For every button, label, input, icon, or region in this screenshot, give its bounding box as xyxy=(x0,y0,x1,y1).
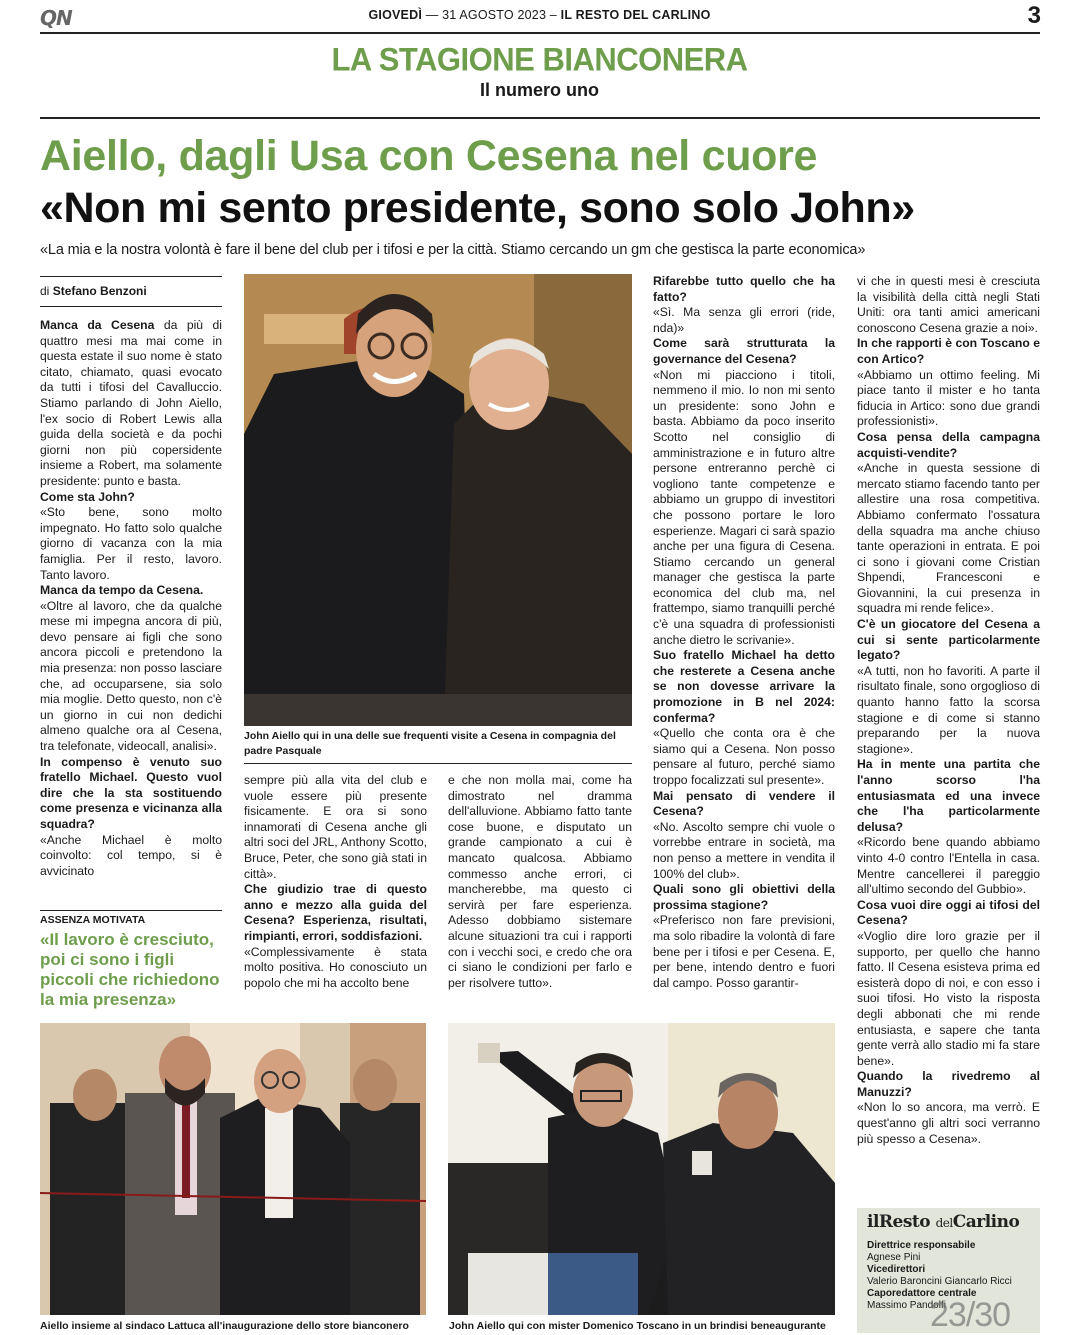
pullquote-rule xyxy=(40,910,222,911)
main-photo-caption: John Aiello qui in una delle sue frequenti visite a Cesena in compagnia del padre Pasquale xyxy=(244,730,616,757)
bottom-right-photo xyxy=(448,1023,835,1315)
question: Manca da tempo da Cesena. xyxy=(40,583,204,598)
byline-prefix: di xyxy=(40,284,50,298)
question: Cosa vuoi dire oggi ai tifosi del Cesena? xyxy=(857,897,1040,928)
dateline xyxy=(0,8,1079,22)
answer: «Sto bene, sono molto impegnato. Ho fatto solo qualche giorno di vacanza con la mia famiglia. Per il resto, lavoro. Tanto lavoro. xyxy=(40,505,222,582)
section-title: LA STAGIONE BIANCONERA xyxy=(331,41,748,78)
bottom-right-caption: John Aiello qui con mister Domenico Toscano in un brindisi beneaugurante xyxy=(449,1320,826,1332)
bottom-left-photo xyxy=(40,1023,426,1315)
masthead-role: Vicedirettori xyxy=(867,1264,926,1275)
page-number: 3 xyxy=(1027,2,1041,29)
question: Suo fratello Michael ha detto che resterete a Cesena anche se non dovesse arrivare la promozione in B nel 2024: conferma? xyxy=(653,648,835,725)
question: In compenso è venuto suo fratello Michael. Questo vuol dire che la sta sostituendo come presenza e vicinanza alla squadra? xyxy=(40,754,222,831)
masthead-role: Direttrice responsabile xyxy=(867,1240,976,1251)
answer: «Oltre al lavoro, che da qualche mese mi impegna ancora di più, devo pensare ai figli che sono ancora piccoli e pretendono la mia presenza: non posso lasciare che, ad occuparsene, sia solo mia moglie. Detto questo, non c'è un giorno in cui non dedichi almeno qualche ora al Cesena, tra telefonate, videocall, analisi». xyxy=(40,598,222,754)
answer: «Ricordo bene quando abbiamo vinto 4-0 contro l'Entella in casa. Mentre cancellerei il pareggio all'ultimo secondo del Gubbio». xyxy=(857,835,1040,897)
question: Quando la rivedremo al Manuzzi? xyxy=(857,1069,1040,1099)
main-photo xyxy=(244,274,632,726)
section-rule xyxy=(40,117,1040,119)
answer: «Sì. Ma senza gli errori (ride, nda)» xyxy=(653,305,835,335)
caption-rule xyxy=(244,763,632,764)
question: Ha in mente una partita che l'anno scorso l'ha entusiasmata ed una invece che l'ha particolarmente delusa? xyxy=(857,757,1040,834)
dateline-dash2: – xyxy=(549,8,557,22)
column-4 xyxy=(653,274,835,991)
photo-toast xyxy=(448,1023,835,1315)
qn-logo: QN xyxy=(40,6,72,30)
masthead-role: Caporedattore centrale xyxy=(867,1288,977,1299)
question: C'è un giocatore del Cesena a cui si sente particolarmente legato? xyxy=(857,617,1040,663)
answer: «Abbiamo un ottimo feeling. Mi piace tanto il mister e ho tanta fiducia in Artico: sono due grandi professionisti». xyxy=(857,367,1040,429)
byline xyxy=(40,284,222,298)
intro-bold: Manca da Cesena xyxy=(40,318,155,332)
answer: «No. Ascolto sempre chi vuole o vorrebbe entrare in società, ma non penso a mettere in vendita il 100% del club». xyxy=(653,819,835,881)
question: Che giudizio trae di questo anno e mezzo alla guida del Cesena? Esperienza, risultati, rimpianti, errori, soddisfazioni. xyxy=(244,882,427,943)
intro-text: da più di quattro mesi ma mai come in questa estate il suo nome è stato citato, chiamato, quasi evocato da tutti i tifosi del Cavalluccio. Stiamo parlando di John Aiello, l'ex socio di Robert Lewis alla guida della società e da pochi giorni non più copersidente insieme a Robert, ma solamente presidente: punto e basta. xyxy=(40,318,222,488)
question: Cosa pensa della campagna acquisti-vendite? xyxy=(857,429,1040,460)
answer: «Non lo so ancora, ma verrò. E quest'anno gli altri soci verranno più spesso a Cesena». xyxy=(857,1100,1040,1146)
masthead-del: del xyxy=(935,1216,953,1230)
column-5 xyxy=(857,274,1040,1147)
masthead-name: Valerio Baroncini Giancarlo Ricci xyxy=(867,1276,1012,1287)
masthead-resto: Resto xyxy=(878,1212,931,1232)
column-2 xyxy=(244,773,427,991)
masthead-name: Massimo Pandolfi xyxy=(867,1300,946,1311)
dateline-paper: IL RESTO DEL CARLINO xyxy=(560,8,711,22)
question: Quali sono gli obiettivi della prossima stagione? xyxy=(653,882,835,912)
byline-rule-top xyxy=(40,276,222,277)
answer: e che non molla mai, come ha dimostrato nel dramma dell'alluvione. Abbiamo fatto tante cose buone, e disputato un grande campionato a cui è mancato qualcosa. Abbiamo commesso anche errori, ci mancherebbe, ma questo ci servirà per fare esperienza. Adesso dobbiamo sistemare alcune situazioni tra cui i rapporti con i vecchi soci, e credo che ora ci siano le condizioni per farlo e per risolvere tutto». xyxy=(448,773,632,990)
masthead-logo xyxy=(857,1208,1040,1232)
photo-ribbon-cutting xyxy=(40,1023,426,1315)
dateline-dash: — xyxy=(425,8,439,22)
section-subtitle: Il numero uno xyxy=(480,80,599,100)
pullquote-label: ASSENZA MOTIVATA xyxy=(40,914,146,926)
question: Mai pensato di vendere il Cesena? xyxy=(653,788,835,819)
dateline-day: GIOVEDÌ xyxy=(368,8,422,22)
lead-paragraph: «La mia e la nostra volontà è fare il bene del club per i tifosi e per la città. Stiamo cercando un gm che gestisca la parte economica» xyxy=(40,242,866,258)
byline-rule-bottom xyxy=(40,306,222,307)
answer: «Preferisco non fare previsioni, ma solo ribadire la volontà di fare bene per i tifosi e per Cesena. E, per bene, intendo dentro e fuori dal campo. Posso garantir- xyxy=(653,913,835,990)
answer: «Non mi piacciono i titoli, nemmeno il mio. Io non mi sento un presidente: sono John e basta. Abbiamo da poco inserito Scotto nel consiglio di amministrazione e in futuro altre persone entreranno perchè ci vogliono tante competenze e abbiamo un gruppo di investitori che possono portare le loro esperienze. Magari ci sarà spazio anche per una figura di Cesena. Stiamo cercando un general manager che gestisca la parte economica del club ma, nel frattempo, siamo tranquilli perché c'è una squadra di professionisti anche dietro le scrivanie». xyxy=(653,367,835,647)
answer: «Anche Michael è molto coinvolto: col tempo, si è avvicinato xyxy=(40,832,222,878)
dateline-date: 31 AGOSTO 2023 xyxy=(442,8,547,22)
headline-main: «Non mi sento presidente, sono solo John» xyxy=(40,184,915,232)
headline-green: Aiello, dagli Usa con Cesena nel cuore xyxy=(40,132,818,180)
pullquote: «Il lavoro è cresciuto, poi ci sono i figli piccoli che richiedono la mia presenza» xyxy=(40,930,220,1009)
question: Come sarà strutturata la governance del Cesena? xyxy=(653,336,835,366)
answer: vi che in questi mesi è cresciuta la visibilità della città negli Stati Uniti: ora tanti amici americani conoscono Cesena grazie a noi». xyxy=(857,274,1040,335)
masthead-il: il xyxy=(867,1212,879,1232)
photo-aiello-father xyxy=(244,274,632,726)
bottom-left-caption: Aiello insieme al sindaco Lattuca all'inaugurazione dello store bianconero xyxy=(40,1320,409,1332)
answer: «Anche in questa sessione di mercato stiamo facendo tanto per allestire una rosa competitiva. Abbiamo confermato l'ossatura della squadra ma anche chiuso tante operazioni in entrata. E poi ci sono i giovani come Cristian Shpendi, Francesconi e Giovannini, la cui presenza in squadra mi rende felice». xyxy=(857,461,1040,616)
masthead-carlino: Carlino xyxy=(952,1212,1020,1232)
answer: «Quello che conta ora è che siamo qui a Cesena. Non posso pensare al futuro, perché siamo troppo focalizzati sul presente». xyxy=(653,726,835,787)
page-counter: 23/30 xyxy=(930,1296,1011,1334)
column-3 xyxy=(448,773,632,991)
question: Come sta John? xyxy=(40,489,135,504)
answer: sempre più alla vita del club e vuole essere più presente fisicamente. E ora si sono innamorati di Cesena anche gli altri soci del JRL, Anthony Scotto, Bruce, Peter, che sono già stati in città». xyxy=(244,773,427,881)
column-1 xyxy=(40,318,222,879)
byline-author: Stefano Benzoni xyxy=(52,284,147,298)
answer: «A tutti, non ho favoriti. A parte il risultato finale, sono orgoglioso di quanto hanno fatto la scorsa stagione e di come si stanno preparando per la nuova stagione». xyxy=(857,663,1040,756)
answer: «Complessivamente è stata molto positiva. Ho conosciuto un popolo che mi ha accolto bene xyxy=(244,944,427,990)
masthead-name: Agnese Pini xyxy=(867,1252,921,1263)
header-rule xyxy=(40,32,1040,34)
question: In che rapporti è con Toscano e con Artico? xyxy=(857,336,1040,366)
question: Rifarebbe tutto quello che ha fatto? xyxy=(653,274,835,304)
answer: «Voglio dire loro grazie per il supporto, per quello che hanno fatto. Il Cesena esisteva prima ed esisterà dopo di noi, e con esso i suoi tifosi. Ho visto la risposta degli abbonati che mi rende entusiasta, e sapere che tanta gente verrà allo stadio mi fa stare bene». xyxy=(857,928,1040,1068)
